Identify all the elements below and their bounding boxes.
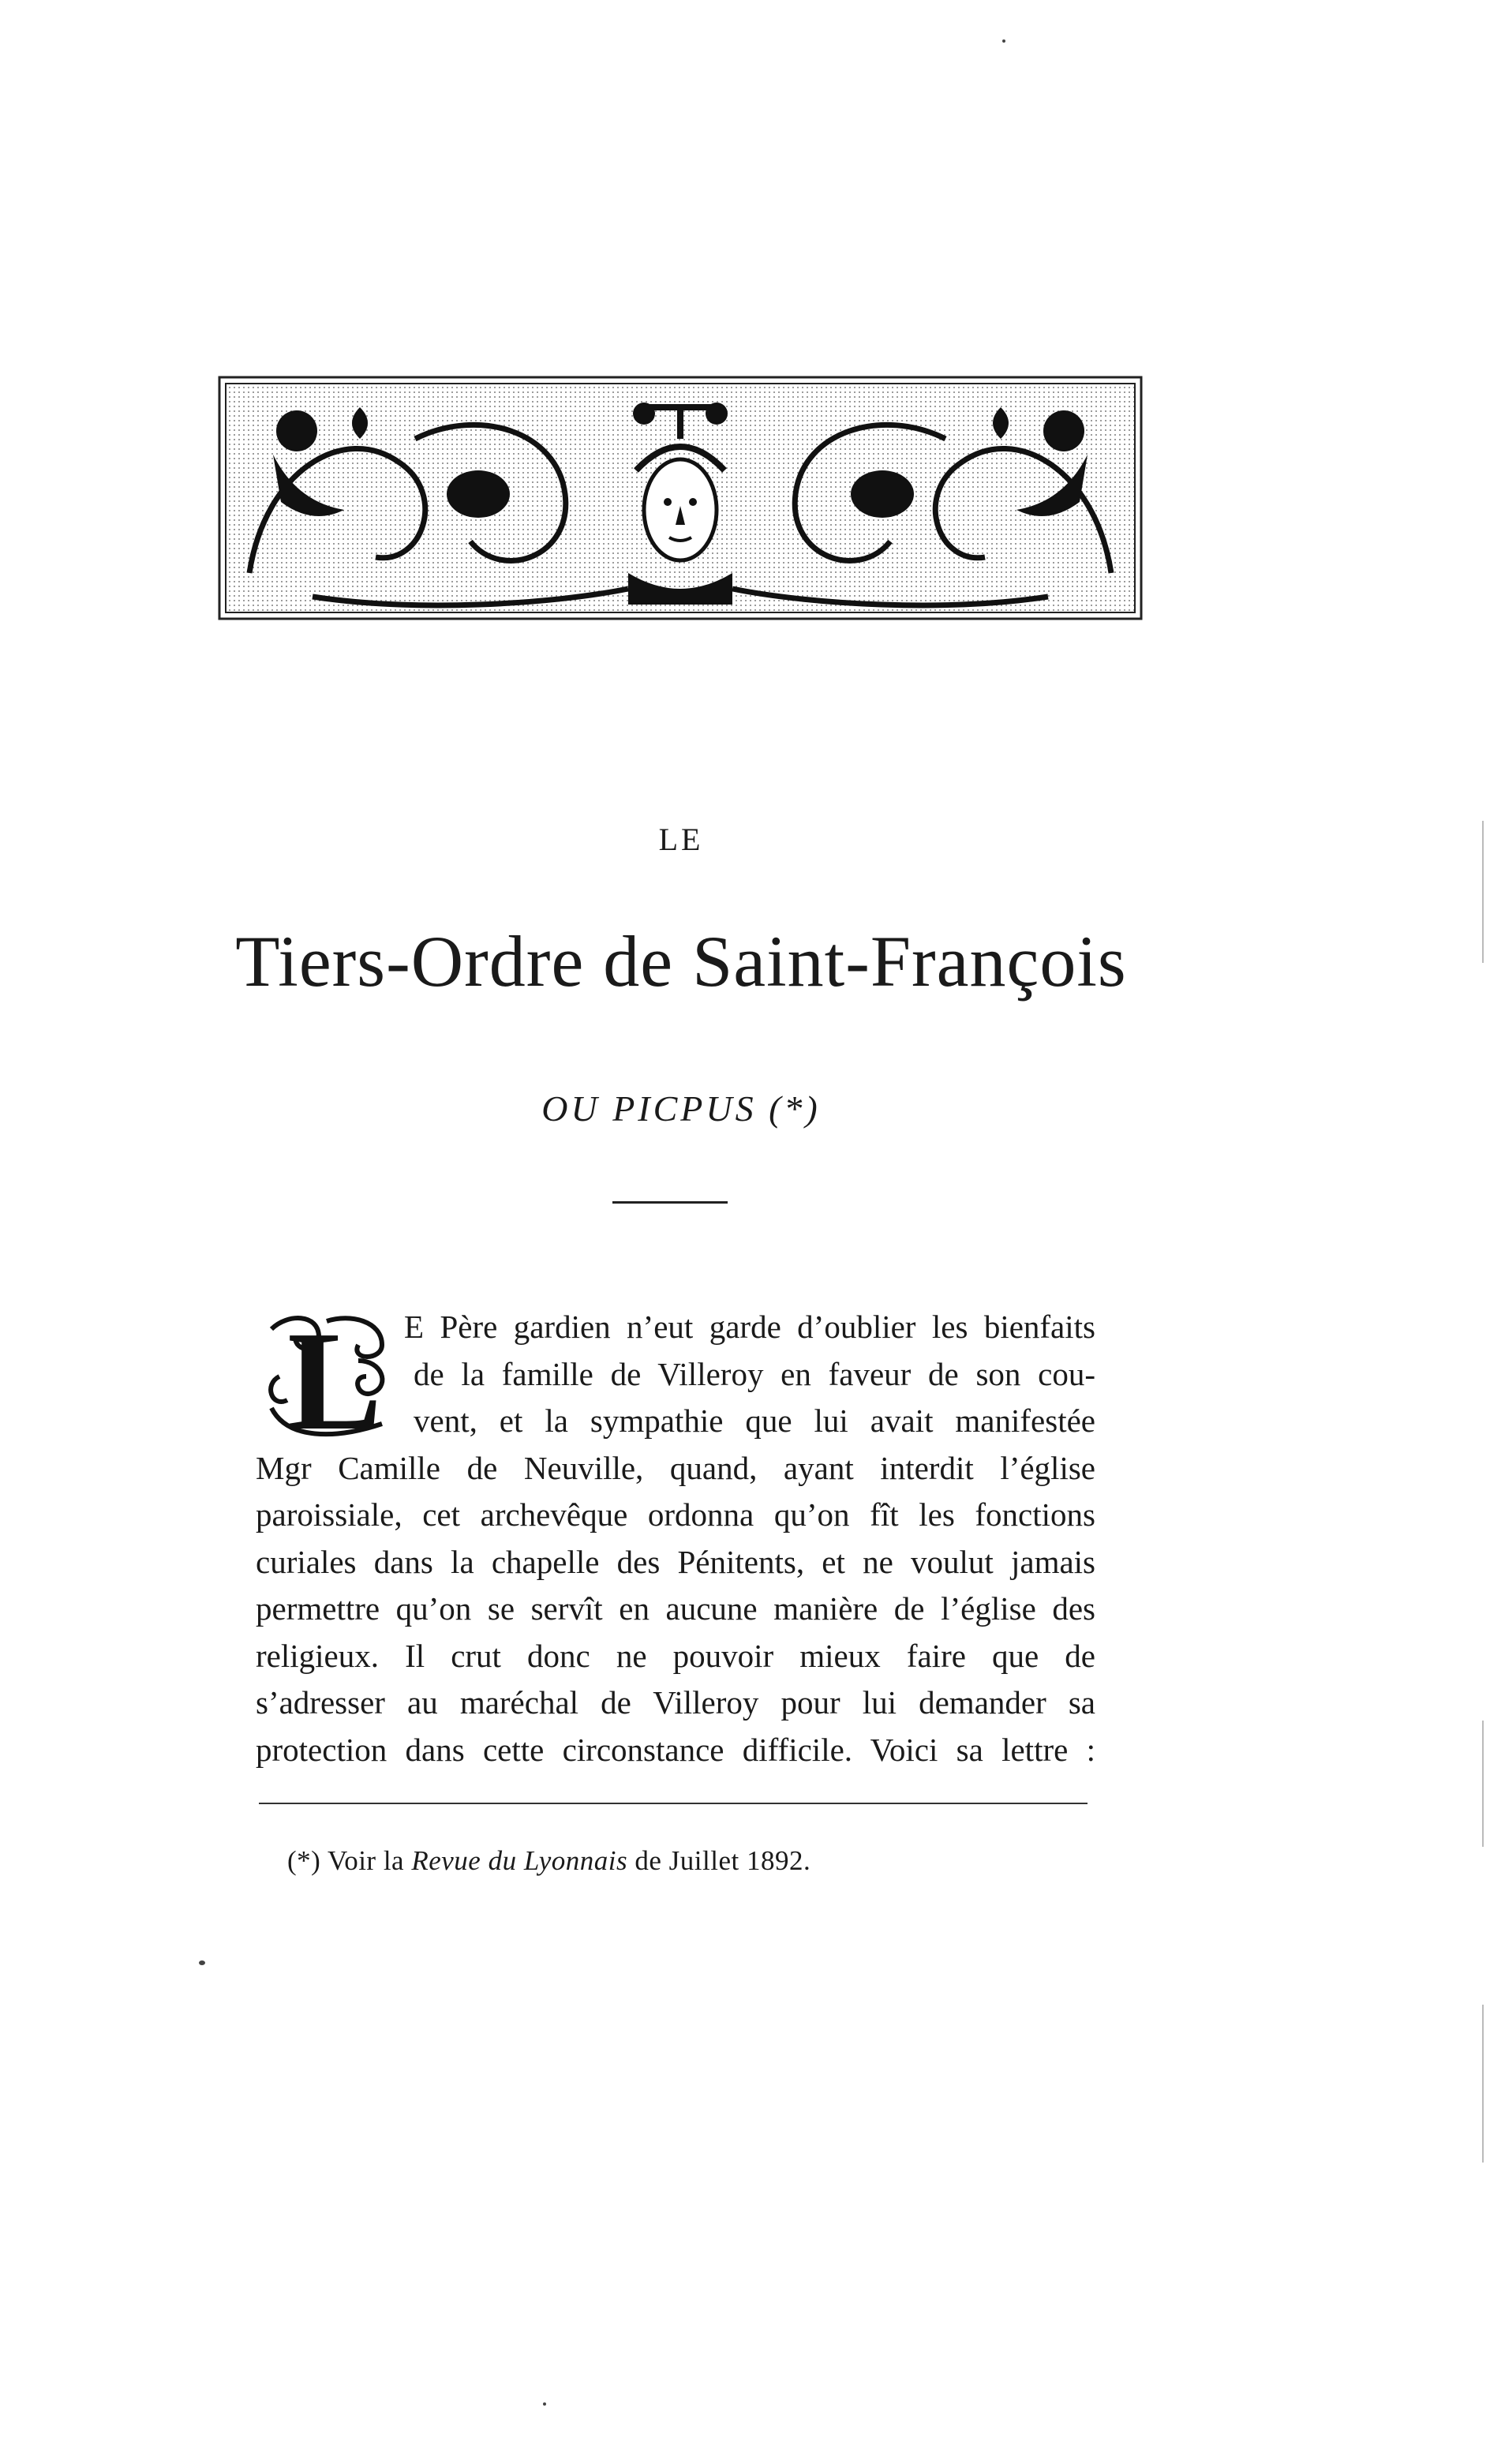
footnote-suffix: de Juillet 1892.	[635, 1845, 811, 1876]
title-article: LE	[658, 822, 704, 857]
scan-edge-mark	[1482, 1721, 1484, 1847]
footnote-prefix: Voir la	[327, 1845, 405, 1876]
page-title: Tiers-Ordre de Saint-François	[235, 921, 1127, 1002]
text-line: curiales dans la chapelle des Pénitents, et ne voulut jamais	[256, 1543, 1095, 1580]
text-line: paroissiale, cet archevêque ordonna qu’on fît les fonctions	[256, 1496, 1095, 1533]
scan-speck	[199, 1960, 205, 1965]
decorative-headpiece	[218, 376, 1143, 620]
title-divider	[612, 1201, 728, 1204]
footnote-journal: Revue du Lyonnais	[411, 1845, 628, 1876]
text-line: s’adresser au maréchal de Villeroy pour lui demander sa	[256, 1684, 1095, 1721]
text-line: E Père gardien n’eut garde d’oublier les bienfaits	[404, 1309, 1095, 1345]
scan-speck	[543, 2402, 546, 2406]
text-line: protection dans cette circonstance difficile. Voici sa lettre :	[256, 1731, 1095, 1768]
footnote-divider	[259, 1803, 1088, 1804]
text-line: vent, et la sympathie que lui avait manifestée	[414, 1402, 1095, 1439]
text-line: Mgr Camille de Neuville, quand, ayant interdit l’église	[256, 1449, 1095, 1486]
body-paragraph	[256, 1304, 1095, 1773]
footnote	[287, 1845, 811, 1877]
headpiece-ornament-icon	[218, 376, 1143, 620]
text-line: de la famille de Villeroy en faveur de son cou-	[414, 1355, 1095, 1392]
scan-edge-mark	[1482, 2005, 1484, 2163]
text-line: religieux. Il crut donc ne pouvoir mieux faire que de	[256, 1637, 1095, 1674]
footnote-marker: (*)	[287, 1845, 321, 1876]
text-line: permettre qu’on se servît en aucune manière de l’église des	[256, 1590, 1095, 1627]
page-subtitle: OU PICPUS (*)	[541, 1088, 821, 1129]
scan-edge-mark	[1482, 821, 1484, 963]
scan-speck	[1002, 39, 1005, 43]
dropcap-letter: L	[287, 1305, 383, 1444]
